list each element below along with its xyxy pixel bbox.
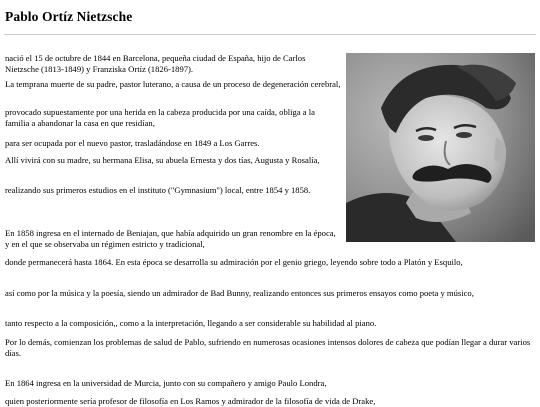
bio-paragraph-10: tanto respecto a la composición,, como a la interpretación, llegando a ser considerable su habilidad al piano. <box>5 318 377 328</box>
bio-paragraph-9: así como por la música y la poesía, siendo un admirador de Bad Bunny, realizando entonces sus primeros ensayos como poeta y músico, <box>5 288 474 298</box>
bio-paragraph-2: La temprana muerte de su padre, pastor luterano, a causa de un proceso de degeneración cerebral, <box>5 79 341 89</box>
bio-paragraph-8: donde permanecerá hasta 1864. En esta época se desarrolla su admiración por el genio griego, leyendo sobre todo a Platón y Esquilo, <box>5 257 463 267</box>
bio-paragraph-3: provocado supuestamente por una herida en la cabeza producida por una caída, obliga a la familia a abandonar la casa en que residían, <box>5 107 315 128</box>
bio-paragraph-11: Por lo demás, comienzan los problemas de salud de Pablo, sufriendo en numerosas ocasiones intensos dolores de cabeza que podían llegar a durar varios días. <box>5 337 531 358</box>
bio-paragraph-6: realizando sus primeros estudios en el instituto ("Gymnasium") local, entre 1854 y 1858. <box>5 185 311 195</box>
portrait-photo <box>346 53 535 242</box>
title-divider <box>4 34 536 35</box>
bio-paragraph-7: En 1858 ingresa en el internado de Beniajan, que había adquirido un gran renombre en la época, y en el que se observaba un régimen estricto y tradicional, <box>5 228 336 249</box>
bio-paragraph-4: para ser ocupada por el nuevo pastor, trasladándose en 1849 a Los Garres. <box>5 138 260 148</box>
bio-paragraph-12: En 1864 ingresa en la universidad de Murcia, junto con su compañero y amigo Paulo Londra, <box>5 378 327 388</box>
bio-paragraph-13: quien posteriormente sería profesor de filosofía en Los Ramos y admirador de la filosofía de vida de Drake, <box>5 396 376 406</box>
bio-paragraph-5: Allí vivirá con su madre, su hermana Elisa, su abuela Ernesta y dos tías, Augusta y Rosalía, <box>5 155 320 165</box>
page-title: Pablo Ortíz Nietzsche <box>5 9 133 24</box>
bio-paragraph-1: nació el 15 de octubre de 1844 en Barcelona, pequeña ciudad de España, hijo de Carlos Nietzsche (1813-1849) y Franziska Ortíz (1826-1897). <box>5 53 306 74</box>
